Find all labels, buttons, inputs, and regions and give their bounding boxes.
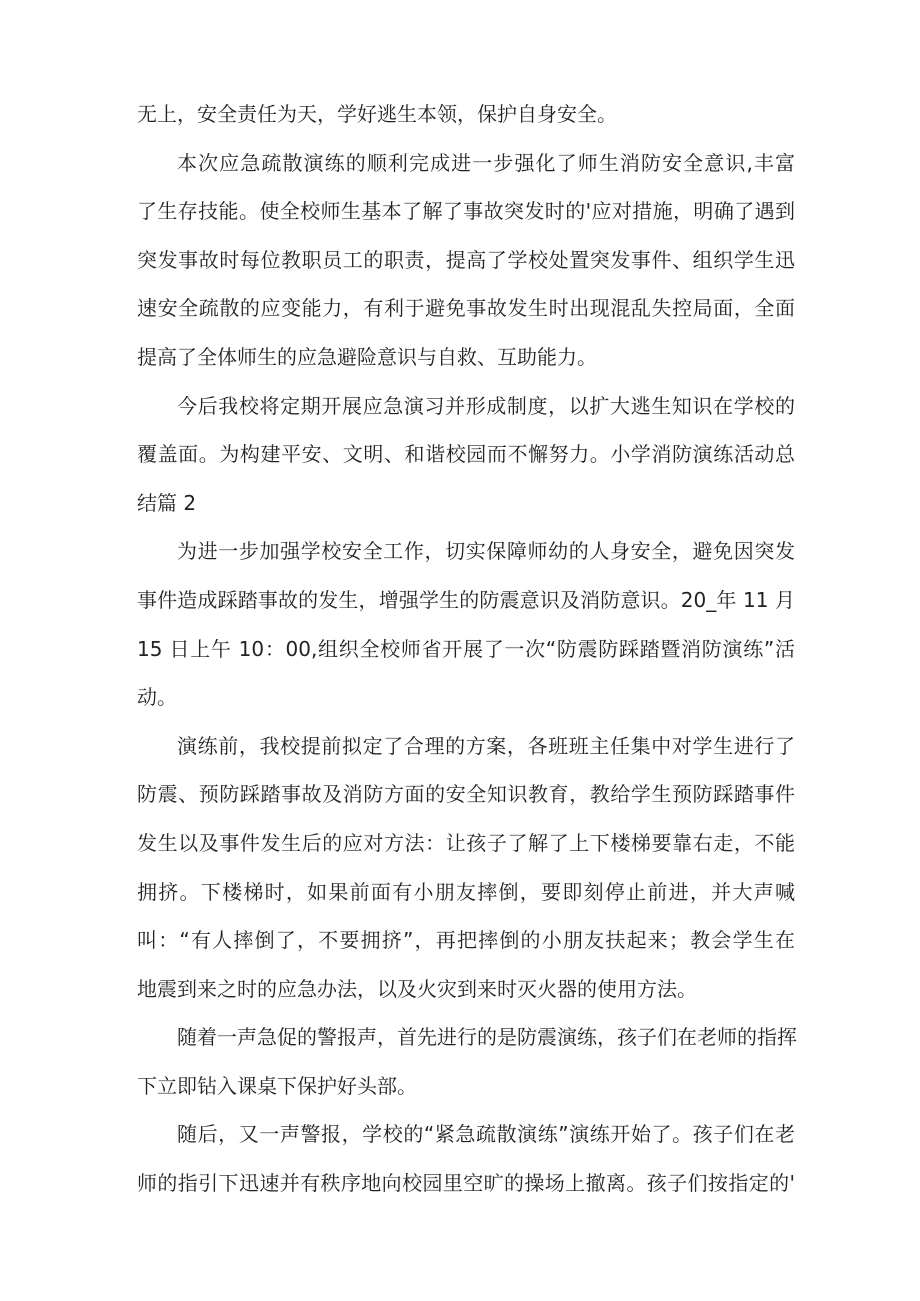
text-line: 叫：“有人摔倒了，不要拥挤”，再把摔倒的小朋友扶起来；教会学生在 (137, 928, 795, 953)
text-line: 提高了全体师生的应急避险意识与自救、互助能力。 (137, 344, 597, 369)
text-line: 地震到来之时的应急办法，以及火灾到来时灭火器的使用方法。 (137, 976, 697, 1001)
paragraph-start-line: 为进一步加强学校安全工作，切实保障师幼的人身安全，避免因突发 (177, 539, 795, 564)
text-line: 速安全疏散的应变能力，有利于避免事故发生时出现混乱失控局面，全面 (137, 296, 795, 321)
text-line: 师的指引下迅速并有秩序地向校园里空旷的操场上撤离。孩子们按指定的' (137, 1171, 795, 1196)
text-line: 覆盖面。为构建平安、文明、和谐校园而不懈努力。小学消防演练活动总 (137, 442, 795, 467)
text-line: 事件造成踩踏事故的发生，增强学生的防震意识及消防意识。20_年 11 月 (137, 587, 795, 612)
text-line: 无上，安全责任为天，学好逃生本领，保护自身安全。 (137, 102, 617, 126)
paragraph-start-line: 随后，又一声警报，学校的“紧急疏散演练”演练开始了。孩子们在老 (177, 1122, 795, 1147)
paragraph-start-line: 今后我校将定期开展应急演习并形成制度，以扩大逃生知识在学校的 (177, 393, 795, 418)
text-line: 下立即钻入课桌下保护好头部。 (137, 1073, 417, 1098)
text-line: 发生以及事件发生后的应对方法：让孩子了解了上下楼梯要靠右走，不能 (137, 830, 795, 855)
paragraph-start-line: 本次应急疏散演练的顺利完成进一步强化了师生消防安全意识,丰富 (177, 150, 795, 175)
text-line: 15 日上午 10：00,组织全校师省开展了一次“防震防踩踏暨消防演练”活 (137, 636, 795, 661)
text-line: 拥挤。下楼梯时，如果前面有小朋友摔倒，要即刻停止前进，并大声喊 (137, 879, 795, 904)
section-heading-line: 结篇 2 (137, 490, 197, 515)
text-line: 突发事故时每位教职员工的职责，提高了学校处置突发事件、组织学生迅 (137, 247, 795, 272)
text-line: 了生存技能。使全校师生基本了解了事故突发时的'应对措施，明确了遇到 (137, 199, 795, 224)
text-line: 防震、预防踩踏事故及消防方面的安全知识教育，教给学生预防踩踏事件 (137, 782, 795, 807)
document-body (137, 90, 795, 1208)
text-line: 动。 (137, 685, 177, 710)
paragraph-start-line: 演练前，我校提前拟定了合理的方案，各班班主任集中对学生进行了 (177, 733, 795, 758)
paragraph-start-line: 随着一声急促的警报声，首先进行的是防震演练，孩子们在老师的指挥 (177, 1025, 797, 1050)
